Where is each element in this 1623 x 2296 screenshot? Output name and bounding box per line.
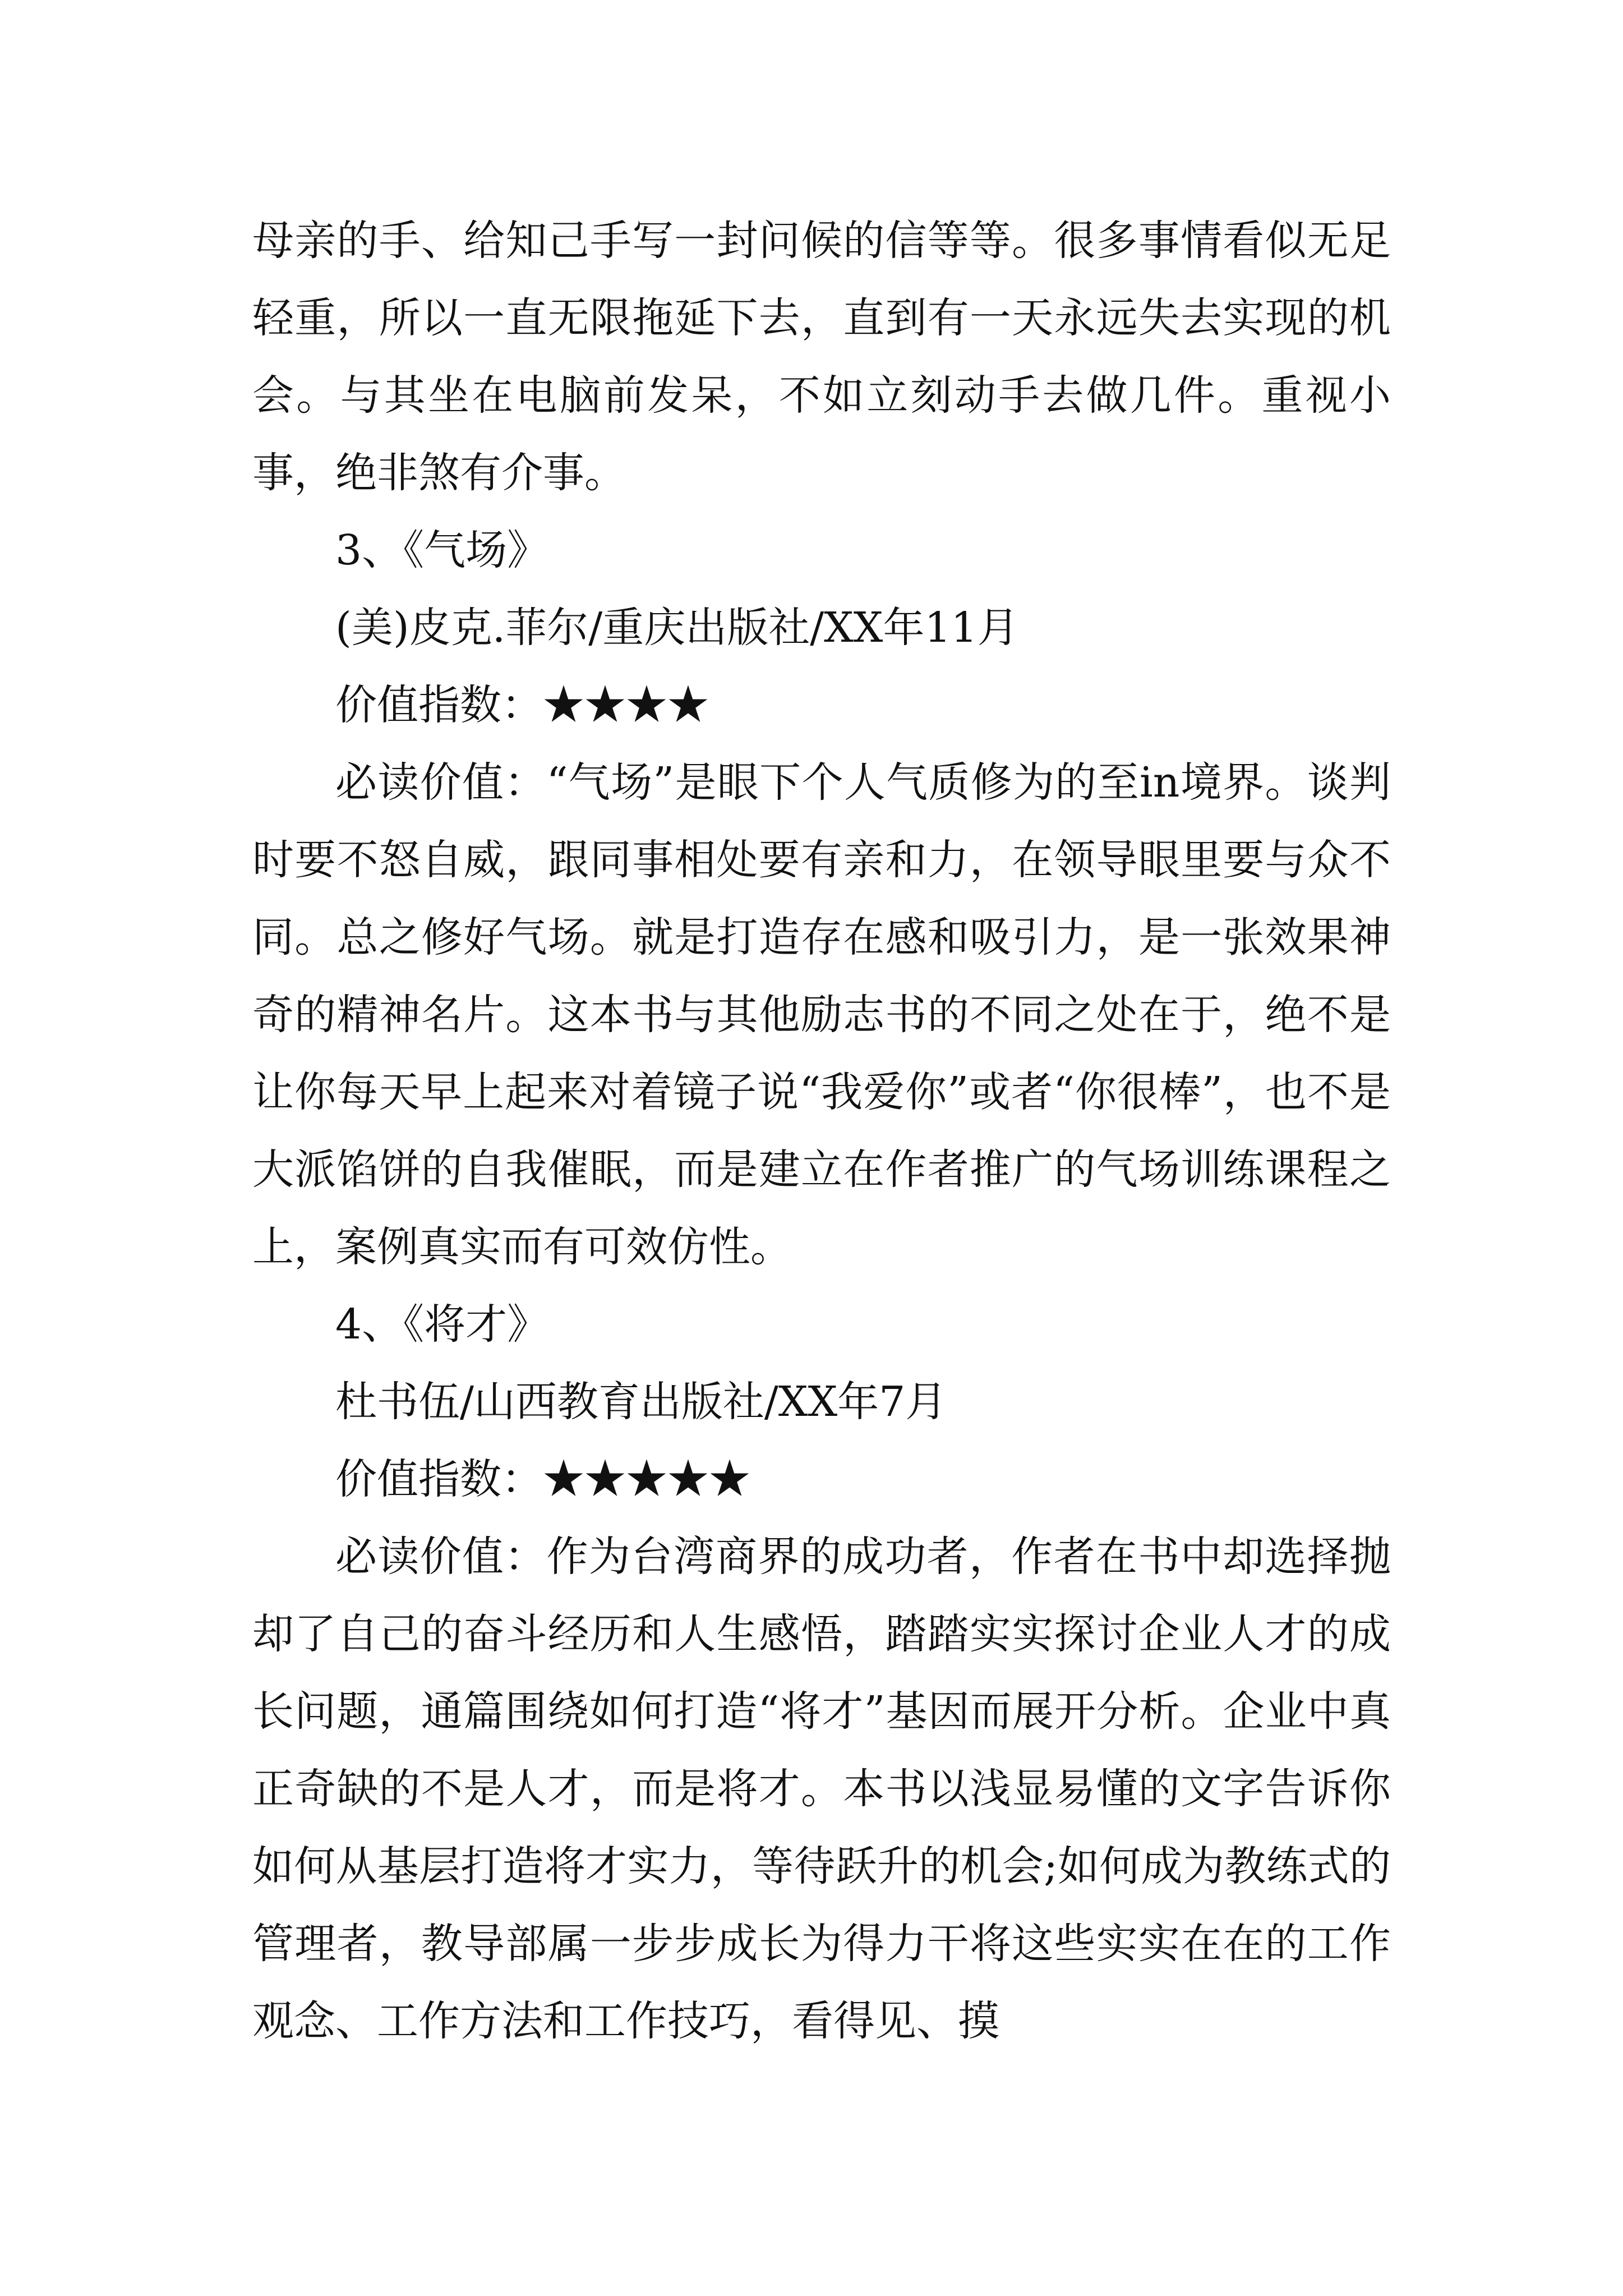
book-4-meta: 杜书伍/山西教育出版社/XX年7月 [335,1378,947,1426]
star-rating-icon: ★★★★★ [543,1455,750,1503]
book-4-description: 必读价值：作为台湾商界的成功者，作者在书中却选择抛却了自己的奋斗经历和人生感悟，踏踏实实探讨企业人才的成长问题，通篇围绕如何打造“将才”基因而展开分析。企业中真正奇缺的不是人才，而是将才。本书以浅显易懂的文字告诉你如何从基层打造将才实力，等待跃升的机会;如何成为教练式的管理者，教导部属一步步成长为得力干将这些实实在在的工作观念、工作方法和工作技巧，看得见、摸 [252,1533,1391,2045]
book-3-rating [252,666,1391,744]
book-3-description: 必读价值：“气场”是眼下个人气质修为的至in境界。谈判时要不怒自威，跟同事相处要有亲和力，在领导眼里要与众不同。总之修好气场。就是打造存在感和吸引力，是一张效果神奇的精神名片。这本书与其他励志书的不同之处在于，绝不是让你每天早上起来对着镜子说“我爱你”或者“你很棒”，也不是大派馅饼的自我催眠，而是建立在作者推广的气场训练课程之上，案例真实而有可效仿性。 [252,758,1391,1271]
book-4-title: 4、《将才》 [335,1300,549,1349]
document-body [252,202,1391,2060]
book-3-meta: (美)皮克.菲尔/重庆出版社/XX年11月 [335,604,1019,652]
book-3-rating-label: 价值指数： [335,681,543,729]
star-rating-icon: ★★★★ [543,681,709,729]
paragraph-continued: 母亲的手、给知己手写一封问候的信等等。很多事情看似无足轻重，所以一直无限拖延下去，直到有一天永远失去实现的机会。与其坐在电脑前发呆，不如立刻动手去做几件。重视小事，绝非煞有介事。 [252,217,1391,497]
book-3-title: 3、《气场》 [335,526,549,574]
book-4-rating-label: 价值指数： [335,1455,543,1503]
book-4-rating [252,1441,1391,1518]
